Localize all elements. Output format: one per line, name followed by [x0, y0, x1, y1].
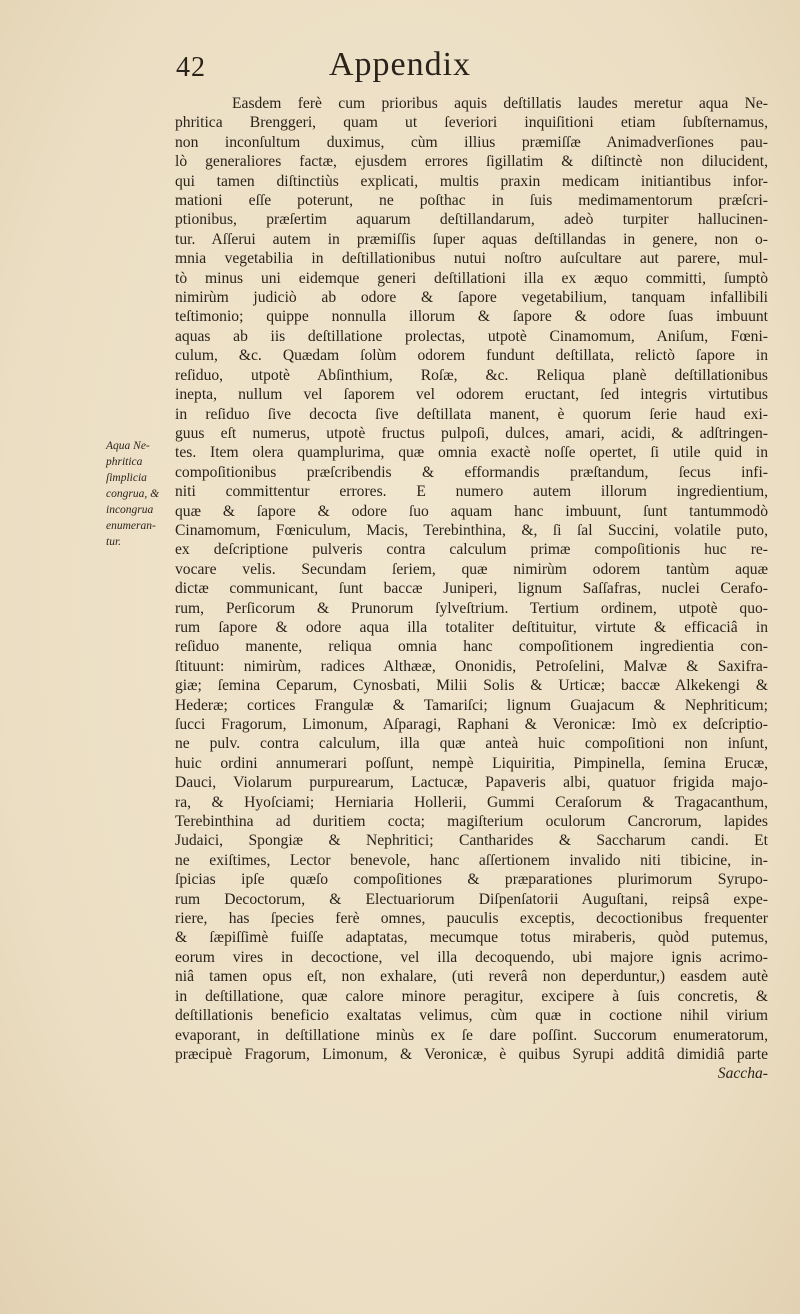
text-line: giæ; ſemina Ceparum, Cynosbati, Milii Solis & Urticæ; baccæ Alkekengi &: [175, 677, 768, 695]
text-line: qui tamen diſtinctiùs explicati, multis praxin medicam initiantibus infor-: [175, 172, 768, 190]
text-line: rum ſapore & odore aqua illa totaliter deſtituitur, virtute & efficaciâ in: [175, 618, 768, 636]
text-line: lò generaliores factæ, ejusdem errores ſigillatim & diſtinctè non dilucident,: [175, 153, 768, 171]
text-line: evaporant, in deſtillatione minùs ex ſe dare poſſint. Succorum enumeratorum,: [175, 1026, 768, 1044]
text-line: Terebinthina ad duritiem cocta; magiſterium oculorum Cancrorum, lapides: [175, 813, 768, 831]
text-line: tò minus uni eidemque generi deſtillationi illa ex æquo committi, ſumptò: [175, 269, 768, 287]
text-line: ptionibus, præſertim aquarum deſtillandarum, adeò turpiter hallucinen-: [175, 211, 768, 229]
catchword: Saccha-: [717, 1065, 768, 1083]
text-line: guus eſt numerus, utpotè fructus pulpoſi, dulces, amari, acidi, & adſtringen-: [175, 424, 768, 442]
margin-note-line: phritica: [106, 456, 143, 468]
text-line: eorum vires in decoctione, vel illa decoquendo, ubi majore ignis acrimo-: [175, 948, 768, 966]
running-head-title: Appendix: [328, 46, 472, 83]
text-line: vocare velis. Secundam ſeriem, quæ nimirùm odorem tantùm aquæ: [175, 560, 768, 578]
body-text: [175, 94, 768, 1084]
text-line: tur. Aſſerui autem in præmiſſis ſuper aquas deſtillandas in genere, non o-: [175, 230, 768, 248]
text-line: inepta, nullum vel ſaporem vel odorem eructant, ſed integris virtutibus: [175, 386, 768, 404]
text-line: Judaici, Spongiæ & Nephritici; Cantharides & Saccharum candi. Et: [175, 832, 768, 850]
text-line: in reſiduo ſive decocta ſive deſtillata manent, è quorum ſerie haud exi-: [175, 405, 768, 423]
text-line: culum, &c. Quædam ſolùm odorem fundunt deſtillata, relictò ſapore in: [175, 347, 768, 365]
text-line: teſtimonio; quippe nonnulla illorum & ſapore & odore ſuas imbuunt: [175, 308, 768, 326]
text-line: rum Decoctorum, & Electuariorum Diſpenſatorii Auguſtani, reipsâ expe-: [175, 890, 768, 908]
text-line: non inconſultum duximus, cùm illius præmiſſæ Animadverſiones pau-: [175, 133, 768, 151]
page-header: [0, 44, 800, 90]
text-line: aquas ab iis deſtillatione prolectas, utpotè Cinamomum, Aniſum, Fœni-: [175, 327, 768, 345]
text-line: nimirùm judiciò ab odore & ſapore vegetabilium, tanquam infallibili: [175, 289, 768, 307]
margin-note-line: incongrua: [106, 504, 154, 516]
text-line: & ſæpiſſimè fuiſſe adaptatas, mecumque totus miraberis, quòd putemus,: [175, 929, 768, 947]
text-line: niti committentur errores. E numero autem illorum ingredientium,: [175, 483, 768, 501]
text-line: Cinamomum, Fœniculum, Macis, Terebinthina, &, ſi ſal Succini, volatile puto,: [175, 521, 768, 539]
text-line: ſucci Fragorum, Limonum, Aſparagi, Raphani & Veronicæ: Imò ex deſcriptio-: [175, 716, 768, 733]
text-line: Easdem ferè cum prioribus aquis deſtillatis laudes meretur aqua Ne-: [232, 95, 768, 112]
margin-note-line: ſimplicia: [106, 472, 147, 484]
text-line: ſtituunt: nimirùm, radices Althææ, Ononidis, Petroſelini, Malvæ & Saxifra-: [175, 657, 768, 675]
text-line: ex deſcriptione pulveris contra calculum primæ compoſitionis huc re-: [175, 541, 768, 559]
text-line: tes. Item olera quamplurima, quæ omnia exactè noſſe opertet, ſi utile quid in: [175, 444, 768, 462]
text-line: mationi eſſe poterunt, ne poſthac in ſuis medimamentorum præſcri-: [175, 192, 768, 210]
text-line: præcipuè Fragorum, Limonum, & Veronicæ, è quibus Syrupi additâ dimidiâ parte: [175, 1045, 768, 1063]
text-line: mnia vegetabilia in deſtillationibus nutui noſtro auſcultare aut parere, mul-: [175, 250, 768, 268]
text-line: ne exiſtimes, Lector benevole, hanc aſſertionem invalido niti tibicine, in-: [175, 851, 768, 869]
text-line: quæ & ſapore & odore ſuo aquam hanc imbuunt, ſunt tantummodò: [175, 502, 768, 520]
text-line: in deſtillatione, quæ calore minore peragitur, excipere à ſuis concretis, &: [175, 987, 768, 1005]
margin-note-line: enumeran-: [106, 520, 156, 532]
text-line: rum, Perſicorum & Prunorum ſylveſtrium. Tertium ordinem, utpotè quo-: [175, 599, 768, 617]
page-number: 42: [176, 52, 206, 83]
text-line: riere, has ſpecies ferè omnes, pauculis exceptis, decoctionibus frequenter: [175, 910, 768, 928]
margin-note-line: Aqua Ne-: [106, 440, 150, 452]
text-line: Dauci, Violarum purpurearum, Lactucæ, Papaveris albi, quatuor frigida majo-: [175, 774, 768, 792]
text-line: dictæ communicant, ſunt baccæ Juniperi, lignum Saſſafras, nuclei Cerafo-: [175, 580, 768, 598]
margin-note-line: congrua, &: [106, 488, 160, 500]
margin-note-line: tur.: [106, 536, 122, 548]
text-line: huic ordini annumerari poſſunt, nempè Liquiritia, Pimpinella, ſemina Erucæ,: [175, 754, 768, 772]
text-line: ſpicias ipſe quæſo compoſitiones & præparationes plurimorum Syrupo-: [175, 871, 768, 889]
text-line: deſtillationis beneficio exaltatas velimus, cùm quæ in coctione nihil virium: [175, 1007, 768, 1025]
margin-note: [106, 438, 172, 550]
text-line: reſiduo manente, reliqua omnia hanc compoſitionem ingredientia con-: [175, 638, 768, 656]
text-line: Hederæ; cortices Frangulæ & Tamariſci; lignum Guajacum & Nephriticum;: [175, 696, 768, 714]
text-line: ra, & Hyoſciami; Herniaria Hollerii, Gummi Ceraſorum & Tragacanthum,: [175, 793, 768, 811]
text-line: phritica Brenggeri, quam ut ſeveriori inquiſitioni etiam ſubſternamus,: [175, 114, 768, 132]
text-line: compoſitionibus præſcribendis & efformandis præſtandum, ſecus infi-: [175, 463, 768, 481]
text-line: ne pulv. contra calculum, illa quæ anteà huic compoſitioni non inſunt,: [175, 735, 768, 753]
text-line: reſiduo, utpotè Abſinthium, Roſæ, &c. Reliqua planè deſtillationibus: [175, 366, 768, 384]
text-line: niâ tamen opus eſt, non exhalare, (uti reverâ non deperduntur,) easdem autè: [175, 968, 768, 986]
